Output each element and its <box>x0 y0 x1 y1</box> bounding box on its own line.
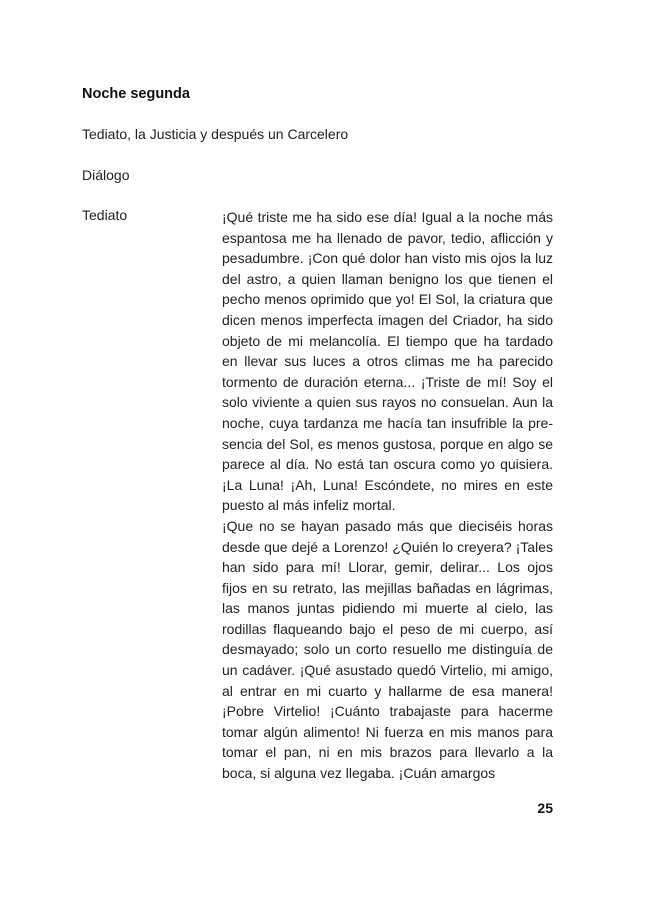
speech-paragraph: ¡Qué triste me ha sido ese día! Igual a la noche más espantosa me ha llenado de pavor, tedio, aflicción y pesadumbre. ¡Con qué dolor han visto mis ojos la luz del astro, a quien llaman benigno los que tienen el pecho menos oprimido que yo! El Sol, la criatura que dicen menos imperfecta imagen del Criador, ha sido objeto de mi melancolía. El tiempo que ha tardado en llevar sus luces a otros climas me ha parecido tormento de duración eterna... ¡Triste de mí! Soy el solo viviente a quien sus rayos no consuelan. Aun la noche, cuya tardanza me hacía tan insufrible la presencia del Sol, es menos gustosa, porque en algo se parece al día. No está tan oscura como yo quisiera. ¡La Luna! ¡Ah, Luna! Escóndete, no mires en este puesto al más infeliz mortal. <box>222 209 553 514</box>
speech-paragraph: ¡Que no se hayan pasado más que dieciséis horas desde que dejé a Lorenzo! ¿Quién lo creyera? ¡Tales han sido para mí! Llorar, gemir, delirar... Los ojos fijos en su retrato, las mejillas bañadas en lágrimas, las manos juntas pidiendo mi muerte al cielo, las rodillas flaqueando bajo el peso de mi cuerpo, así desmayado; solo un corto resuello me distinguía de un cadáver. ¡Qué asustado quedó Virtelio, mi amigo, al entrar en mi cuarto y hallarme de esa manera! ¡Pobre Virtelio! ¡Cuánto trabajaste para hacerme tomar algún alimento! Ni fuerza en mis manos para tomar el pan, ni en mis brazos para llevarlo a la boca, si alguna vez llegaba. ¡Cuán amargos <box>222 517 553 782</box>
chapter-title: Noche segunda <box>82 86 190 102</box>
characters-line: Tediato, la Justicia y después un Carcelero <box>82 126 349 142</box>
page-number: 25 <box>537 800 553 816</box>
speaker-name: Tediato <box>82 207 128 223</box>
speech-block <box>222 207 553 784</box>
form-label: Diálogo <box>82 167 130 183</box>
